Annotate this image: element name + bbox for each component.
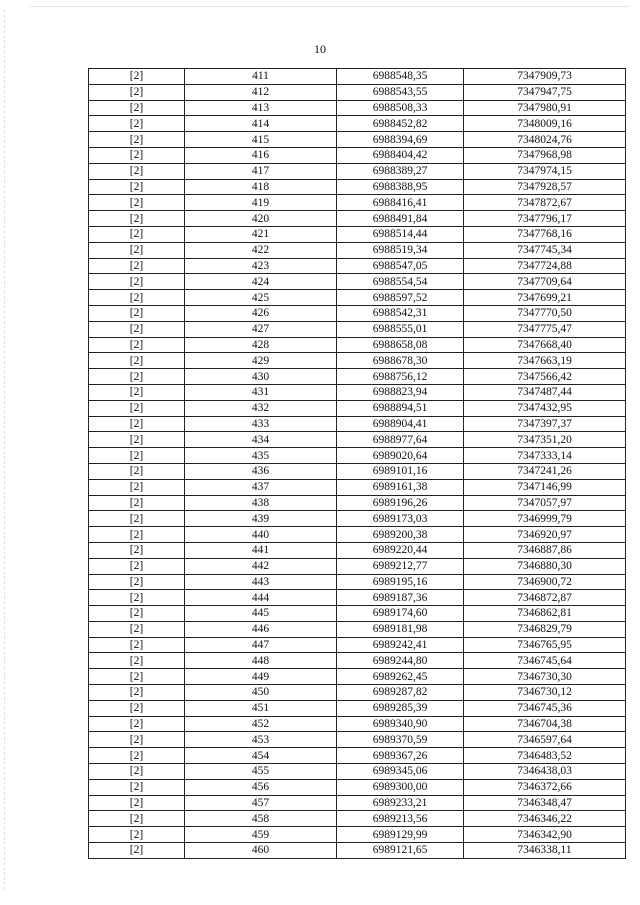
y-coordinate-cell: 7346999,79 bbox=[464, 511, 626, 527]
row-ref-cell: [2] bbox=[89, 321, 185, 337]
y-coordinate-cell: 7347432,95 bbox=[464, 400, 626, 416]
table-row bbox=[89, 242, 626, 258]
point-number-cell: 426 bbox=[185, 305, 337, 321]
table-row bbox=[89, 305, 626, 321]
row-ref-cell: [2] bbox=[89, 226, 185, 242]
table-row bbox=[89, 637, 626, 653]
row-ref-cell: [2] bbox=[89, 716, 185, 732]
x-coordinate-cell: 6988491,84 bbox=[337, 211, 464, 227]
y-coordinate-cell: 7348009,16 bbox=[464, 116, 626, 132]
table-row bbox=[89, 258, 626, 274]
x-coordinate-cell: 6989129,99 bbox=[337, 827, 464, 843]
table-row bbox=[89, 290, 626, 306]
table-row bbox=[89, 843, 626, 859]
y-coordinate-cell: 7346338,11 bbox=[464, 843, 626, 859]
row-ref-cell: [2] bbox=[89, 748, 185, 764]
row-ref-cell: [2] bbox=[89, 637, 185, 653]
y-coordinate-cell: 7347566,42 bbox=[464, 369, 626, 385]
point-number-cell: 449 bbox=[185, 669, 337, 685]
row-ref-cell: [2] bbox=[89, 606, 185, 622]
row-ref-cell: [2] bbox=[89, 448, 185, 464]
x-coordinate-cell: 6988555,01 bbox=[337, 321, 464, 337]
row-ref-cell: [2] bbox=[89, 147, 185, 163]
row-ref-cell: [2] bbox=[89, 100, 185, 116]
x-coordinate-cell: 6989187,36 bbox=[337, 590, 464, 606]
table-row bbox=[89, 369, 626, 385]
y-coordinate-cell: 7346348,47 bbox=[464, 795, 626, 811]
x-coordinate-cell: 6989367,26 bbox=[337, 748, 464, 764]
row-ref-cell: [2] bbox=[89, 305, 185, 321]
row-ref-cell: [2] bbox=[89, 574, 185, 590]
point-number-cell: 436 bbox=[185, 463, 337, 479]
y-coordinate-cell: 7347724,88 bbox=[464, 258, 626, 274]
row-ref-cell: [2] bbox=[89, 764, 185, 780]
row-ref-cell: [2] bbox=[89, 432, 185, 448]
point-number-cell: 419 bbox=[185, 195, 337, 211]
y-coordinate-cell: 7346372,66 bbox=[464, 779, 626, 795]
row-ref-cell: [2] bbox=[89, 621, 185, 637]
point-number-cell: 421 bbox=[185, 226, 337, 242]
x-coordinate-cell: 6988452,82 bbox=[337, 116, 464, 132]
x-coordinate-cell: 6988658,08 bbox=[337, 337, 464, 353]
table-row bbox=[89, 811, 626, 827]
point-number-cell: 443 bbox=[185, 574, 337, 590]
x-coordinate-cell: 6988514,44 bbox=[337, 226, 464, 242]
x-coordinate-cell: 6989212,77 bbox=[337, 558, 464, 574]
table-row bbox=[89, 321, 626, 337]
point-number-cell: 415 bbox=[185, 132, 337, 148]
point-number-cell: 417 bbox=[185, 163, 337, 179]
row-ref-cell: [2] bbox=[89, 700, 185, 716]
table-row bbox=[89, 764, 626, 780]
x-coordinate-cell: 6988394,69 bbox=[337, 132, 464, 148]
row-ref-cell: [2] bbox=[89, 211, 185, 227]
point-number-cell: 444 bbox=[185, 590, 337, 606]
y-coordinate-cell: 7346900,72 bbox=[464, 574, 626, 590]
y-coordinate-cell: 7347709,64 bbox=[464, 274, 626, 290]
x-coordinate-cell: 6989161,38 bbox=[337, 479, 464, 495]
point-number-cell: 454 bbox=[185, 748, 337, 764]
row-ref-cell: [2] bbox=[89, 669, 185, 685]
y-coordinate-cell: 7346730,30 bbox=[464, 669, 626, 685]
table-row bbox=[89, 195, 626, 211]
table-row bbox=[89, 653, 626, 669]
row-ref-cell: [2] bbox=[89, 258, 185, 274]
row-ref-cell: [2] bbox=[89, 495, 185, 511]
table-row bbox=[89, 69, 626, 85]
x-coordinate-cell: 6989220,44 bbox=[337, 542, 464, 558]
y-coordinate-cell: 7346438,03 bbox=[464, 764, 626, 780]
x-coordinate-cell: 6988823,94 bbox=[337, 384, 464, 400]
point-number-cell: 431 bbox=[185, 384, 337, 400]
row-ref-cell: [2] bbox=[89, 242, 185, 258]
x-coordinate-cell: 6989370,59 bbox=[337, 732, 464, 748]
x-coordinate-cell: 6989195,16 bbox=[337, 574, 464, 590]
coordinates-table bbox=[88, 68, 626, 859]
point-number-cell: 458 bbox=[185, 811, 337, 827]
table-row bbox=[89, 400, 626, 416]
table-row bbox=[89, 574, 626, 590]
row-ref-cell: [2] bbox=[89, 732, 185, 748]
point-number-cell: 439 bbox=[185, 511, 337, 527]
y-coordinate-cell: 7347928,57 bbox=[464, 179, 626, 195]
table-row bbox=[89, 700, 626, 716]
row-ref-cell: [2] bbox=[89, 369, 185, 385]
point-number-cell: 452 bbox=[185, 716, 337, 732]
point-number-cell: 429 bbox=[185, 353, 337, 369]
x-coordinate-cell: 6989121,65 bbox=[337, 843, 464, 859]
x-coordinate-cell: 6989300,00 bbox=[337, 779, 464, 795]
row-ref-cell: [2] bbox=[89, 827, 185, 843]
row-ref-cell: [2] bbox=[89, 463, 185, 479]
point-number-cell: 432 bbox=[185, 400, 337, 416]
table-row bbox=[89, 463, 626, 479]
point-number-cell: 435 bbox=[185, 448, 337, 464]
table-row bbox=[89, 353, 626, 369]
x-coordinate-cell: 6988416,41 bbox=[337, 195, 464, 211]
x-coordinate-cell: 6989262,45 bbox=[337, 669, 464, 685]
row-ref-cell: [2] bbox=[89, 116, 185, 132]
point-number-cell: 427 bbox=[185, 321, 337, 337]
y-coordinate-cell: 7346872,87 bbox=[464, 590, 626, 606]
x-coordinate-cell: 6989200,38 bbox=[337, 527, 464, 543]
point-number-cell: 453 bbox=[185, 732, 337, 748]
point-number-cell: 414 bbox=[185, 116, 337, 132]
x-coordinate-cell: 6988519,34 bbox=[337, 242, 464, 258]
y-coordinate-cell: 7347745,34 bbox=[464, 242, 626, 258]
table-row bbox=[89, 732, 626, 748]
y-coordinate-cell: 7346704,38 bbox=[464, 716, 626, 732]
coordinates-table-body bbox=[89, 69, 626, 859]
row-ref-cell: [2] bbox=[89, 542, 185, 558]
row-ref-cell: [2] bbox=[89, 69, 185, 85]
row-ref-cell: [2] bbox=[89, 653, 185, 669]
table-row bbox=[89, 495, 626, 511]
point-number-cell: 440 bbox=[185, 527, 337, 543]
y-coordinate-cell: 7346342,90 bbox=[464, 827, 626, 843]
y-coordinate-cell: 7346765,95 bbox=[464, 637, 626, 653]
point-number-cell: 451 bbox=[185, 700, 337, 716]
y-coordinate-cell: 7346920,97 bbox=[464, 527, 626, 543]
table-row bbox=[89, 590, 626, 606]
table-row bbox=[89, 116, 626, 132]
point-number-cell: 425 bbox=[185, 290, 337, 306]
table-row bbox=[89, 748, 626, 764]
table-row bbox=[89, 179, 626, 195]
row-ref-cell: [2] bbox=[89, 795, 185, 811]
y-coordinate-cell: 7346745,64 bbox=[464, 653, 626, 669]
y-coordinate-cell: 7347775,47 bbox=[464, 321, 626, 337]
y-coordinate-cell: 7346745,36 bbox=[464, 700, 626, 716]
y-coordinate-cell: 7347980,91 bbox=[464, 100, 626, 116]
point-number-cell: 413 bbox=[185, 100, 337, 116]
x-coordinate-cell: 6989244,80 bbox=[337, 653, 464, 669]
table-row bbox=[89, 274, 626, 290]
point-number-cell: 441 bbox=[185, 542, 337, 558]
point-number-cell: 445 bbox=[185, 606, 337, 622]
table-row bbox=[89, 132, 626, 148]
page-number: 10 bbox=[314, 42, 326, 56]
row-ref-cell: [2] bbox=[89, 132, 185, 148]
row-ref-cell: [2] bbox=[89, 558, 185, 574]
x-coordinate-cell: 6988542,31 bbox=[337, 305, 464, 321]
table-row bbox=[89, 100, 626, 116]
table-row bbox=[89, 84, 626, 100]
table-row bbox=[89, 432, 626, 448]
table-row bbox=[89, 527, 626, 543]
point-number-cell: 457 bbox=[185, 795, 337, 811]
row-ref-cell: [2] bbox=[89, 195, 185, 211]
point-number-cell: 447 bbox=[185, 637, 337, 653]
table-row bbox=[89, 606, 626, 622]
x-coordinate-cell: 6988508,33 bbox=[337, 100, 464, 116]
point-number-cell: 418 bbox=[185, 179, 337, 195]
point-number-cell: 433 bbox=[185, 416, 337, 432]
scan-edge-left bbox=[4, 10, 5, 890]
table-row bbox=[89, 416, 626, 432]
table-row bbox=[89, 685, 626, 701]
x-coordinate-cell: 6988547,05 bbox=[337, 258, 464, 274]
x-coordinate-cell: 6988678,30 bbox=[337, 353, 464, 369]
row-ref-cell: [2] bbox=[89, 843, 185, 859]
x-coordinate-cell: 6989287,82 bbox=[337, 685, 464, 701]
y-coordinate-cell: 7347909,73 bbox=[464, 69, 626, 85]
y-coordinate-cell: 7347351,20 bbox=[464, 432, 626, 448]
point-number-cell: 424 bbox=[185, 274, 337, 290]
table-row bbox=[89, 479, 626, 495]
point-number-cell: 422 bbox=[185, 242, 337, 258]
y-coordinate-cell: 7346880,30 bbox=[464, 558, 626, 574]
table-row bbox=[89, 716, 626, 732]
x-coordinate-cell: 6988388,95 bbox=[337, 179, 464, 195]
x-coordinate-cell: 6988548,35 bbox=[337, 69, 464, 85]
point-number-cell: 430 bbox=[185, 369, 337, 385]
x-coordinate-cell: 6989196,26 bbox=[337, 495, 464, 511]
point-number-cell: 437 bbox=[185, 479, 337, 495]
x-coordinate-cell: 6989181,98 bbox=[337, 621, 464, 637]
row-ref-cell: [2] bbox=[89, 590, 185, 606]
x-coordinate-cell: 6988543,55 bbox=[337, 84, 464, 100]
y-coordinate-cell: 7347770,50 bbox=[464, 305, 626, 321]
y-coordinate-cell: 7346346,22 bbox=[464, 811, 626, 827]
y-coordinate-cell: 7347796,17 bbox=[464, 211, 626, 227]
table-row bbox=[89, 511, 626, 527]
y-coordinate-cell: 7347057,97 bbox=[464, 495, 626, 511]
point-number-cell: 456 bbox=[185, 779, 337, 795]
row-ref-cell: [2] bbox=[89, 511, 185, 527]
point-number-cell: 420 bbox=[185, 211, 337, 227]
point-number-cell: 459 bbox=[185, 827, 337, 843]
point-number-cell: 460 bbox=[185, 843, 337, 859]
y-coordinate-cell: 7347699,21 bbox=[464, 290, 626, 306]
table-row bbox=[89, 669, 626, 685]
point-number-cell: 412 bbox=[185, 84, 337, 100]
row-ref-cell: [2] bbox=[89, 479, 185, 495]
y-coordinate-cell: 7347768,16 bbox=[464, 226, 626, 242]
table-row bbox=[89, 795, 626, 811]
x-coordinate-cell: 6988894,51 bbox=[337, 400, 464, 416]
row-ref-cell: [2] bbox=[89, 337, 185, 353]
y-coordinate-cell: 7347487,44 bbox=[464, 384, 626, 400]
table-row bbox=[89, 211, 626, 227]
point-number-cell: 448 bbox=[185, 653, 337, 669]
y-coordinate-cell: 7346887,86 bbox=[464, 542, 626, 558]
x-coordinate-cell: 6989345,06 bbox=[337, 764, 464, 780]
row-ref-cell: [2] bbox=[89, 353, 185, 369]
y-coordinate-cell: 7346483,52 bbox=[464, 748, 626, 764]
x-coordinate-cell: 6988404,42 bbox=[337, 147, 464, 163]
row-ref-cell: [2] bbox=[89, 163, 185, 179]
table-row bbox=[89, 827, 626, 843]
table-row bbox=[89, 147, 626, 163]
x-coordinate-cell: 6988977,64 bbox=[337, 432, 464, 448]
table-row bbox=[89, 226, 626, 242]
row-ref-cell: [2] bbox=[89, 384, 185, 400]
row-ref-cell: [2] bbox=[89, 179, 185, 195]
y-coordinate-cell: 7347974,15 bbox=[464, 163, 626, 179]
point-number-cell: 423 bbox=[185, 258, 337, 274]
table-row bbox=[89, 558, 626, 574]
row-ref-cell: [2] bbox=[89, 779, 185, 795]
x-coordinate-cell: 6989233,21 bbox=[337, 795, 464, 811]
y-coordinate-cell: 7347947,75 bbox=[464, 84, 626, 100]
point-number-cell: 446 bbox=[185, 621, 337, 637]
y-coordinate-cell: 7346730,12 bbox=[464, 685, 626, 701]
point-number-cell: 434 bbox=[185, 432, 337, 448]
point-number-cell: 438 bbox=[185, 495, 337, 511]
table-row bbox=[89, 163, 626, 179]
y-coordinate-cell: 7347146,99 bbox=[464, 479, 626, 495]
table-row bbox=[89, 337, 626, 353]
row-ref-cell: [2] bbox=[89, 84, 185, 100]
x-coordinate-cell: 6988756,12 bbox=[337, 369, 464, 385]
y-coordinate-cell: 7347241,26 bbox=[464, 463, 626, 479]
y-coordinate-cell: 7347668,40 bbox=[464, 337, 626, 353]
y-coordinate-cell: 7346597,64 bbox=[464, 732, 626, 748]
point-number-cell: 428 bbox=[185, 337, 337, 353]
y-coordinate-cell: 7346829,79 bbox=[464, 621, 626, 637]
point-number-cell: 455 bbox=[185, 764, 337, 780]
point-number-cell: 442 bbox=[185, 558, 337, 574]
y-coordinate-cell: 7346862,81 bbox=[464, 606, 626, 622]
row-ref-cell: [2] bbox=[89, 685, 185, 701]
row-ref-cell: [2] bbox=[89, 290, 185, 306]
point-number-cell: 416 bbox=[185, 147, 337, 163]
x-coordinate-cell: 6989285,39 bbox=[337, 700, 464, 716]
y-coordinate-cell: 7347968,98 bbox=[464, 147, 626, 163]
x-coordinate-cell: 6988389,27 bbox=[337, 163, 464, 179]
y-coordinate-cell: 7347397,37 bbox=[464, 416, 626, 432]
row-ref-cell: [2] bbox=[89, 416, 185, 432]
row-ref-cell: [2] bbox=[89, 274, 185, 290]
table-row bbox=[89, 542, 626, 558]
x-coordinate-cell: 6989173,03 bbox=[337, 511, 464, 527]
x-coordinate-cell: 6989020,64 bbox=[337, 448, 464, 464]
table-row bbox=[89, 384, 626, 400]
row-ref-cell: [2] bbox=[89, 527, 185, 543]
x-coordinate-cell: 6989340,90 bbox=[337, 716, 464, 732]
y-coordinate-cell: 7348024,76 bbox=[464, 132, 626, 148]
x-coordinate-cell: 6988554,54 bbox=[337, 274, 464, 290]
x-coordinate-cell: 6989101,16 bbox=[337, 463, 464, 479]
x-coordinate-cell: 6988904,41 bbox=[337, 416, 464, 432]
y-coordinate-cell: 7347872,67 bbox=[464, 195, 626, 211]
point-number-cell: 411 bbox=[185, 69, 337, 85]
y-coordinate-cell: 7347663,19 bbox=[464, 353, 626, 369]
x-coordinate-cell: 6989213,56 bbox=[337, 811, 464, 827]
x-coordinate-cell: 6989242,41 bbox=[337, 637, 464, 653]
point-number-cell: 450 bbox=[185, 685, 337, 701]
scan-edge-top bbox=[30, 6, 630, 7]
x-coordinate-cell: 6988597,52 bbox=[337, 290, 464, 306]
table-row bbox=[89, 779, 626, 795]
row-ref-cell: [2] bbox=[89, 400, 185, 416]
table-row bbox=[89, 621, 626, 637]
x-coordinate-cell: 6989174,60 bbox=[337, 606, 464, 622]
y-coordinate-cell: 7347333,14 bbox=[464, 448, 626, 464]
row-ref-cell: [2] bbox=[89, 811, 185, 827]
table-row bbox=[89, 448, 626, 464]
